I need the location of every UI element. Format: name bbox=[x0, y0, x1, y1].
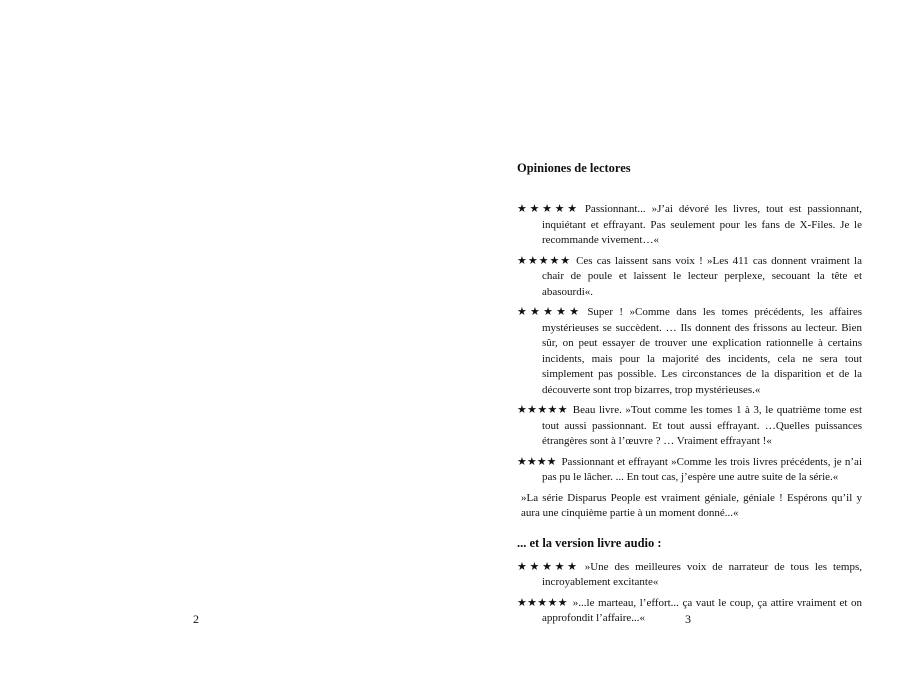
star-rating: ★★★★★ bbox=[517, 404, 568, 416]
page-number-right: 3 bbox=[685, 612, 691, 626]
review-text: Passionnant et effrayant »Comme les trois livres précédents, je n’ai pas pu le lâcher. ... En tout cas, j’espère une autre suite de la série.« bbox=[542, 455, 862, 483]
review-text: Beau livre. »Tout comme les tomes 1 à 3, le quatrième tome est tout aussi passionnant. Et tout aussi effrayant. …Quelles puissances étrangères sont à l’œuvre ? … Vraiment effrayant !« bbox=[542, 404, 862, 447]
star-rating: ★★★★★ bbox=[517, 596, 568, 609]
review-text: »La série Disparus People est vraiment géniale, géniale ! Espérons qu’il y aura une cinquième partie à un moment donné...« bbox=[521, 491, 862, 519]
review-item bbox=[517, 455, 862, 486]
reader-opinions-heading: Opiniones de lectores bbox=[517, 161, 631, 175]
audio-review-item bbox=[517, 560, 862, 591]
review-text: »...le marteau, l’effort... ça vaut le coup, ça attire vraiment et on approfondit l’affaire...« bbox=[542, 596, 862, 624]
review-text: »Une des meilleures voix de narrateur de tous les temps, incroyablement excitante« bbox=[542, 560, 862, 588]
review-item bbox=[517, 491, 862, 522]
star-rating: ★★★★★ bbox=[517, 254, 572, 267]
review-text: Passionnant... »J’ai dévoré les livres, tout est passionnant, inquiétant et effrayant. Pas seulement pour les fans de X-Files. Je le recommande vivement…« bbox=[542, 203, 863, 246]
review-item bbox=[517, 305, 862, 398]
right-page bbox=[450, 0, 900, 675]
review-item bbox=[517, 254, 862, 301]
review-text: Super ! »Comme dans les tomes précédents, les affaires mystérieuses se succèdent. … Ils donnent des frissons au lecteur. Bien sûr, on peut essayer de trouver une explication rationnelle à certains incidents, mais pour la majorité des incidents, cela ne sera tout simplement pas possible. Les circonstances de la disparition et de la découverte sont trop bizarres, trop mystérieuses.« bbox=[542, 306, 862, 396]
review-item bbox=[517, 403, 862, 450]
page-number-left: 2 bbox=[193, 612, 199, 626]
audio-version-heading: ... et la version livre audio : bbox=[517, 535, 662, 550]
star-rating: ★★★★ bbox=[517, 455, 557, 468]
star-rating: ★★★★★ bbox=[517, 203, 580, 215]
reviews-content bbox=[517, 160, 862, 632]
review-item bbox=[517, 202, 862, 249]
star-rating: ★★★★★ bbox=[517, 560, 580, 573]
review-text: Ces cas laissent sans voix ! »Les 411 cas donnent vraiment la chair de poule et laissent le lecteur perplexe, secouant la tête et abasourdi«. bbox=[542, 254, 862, 298]
star-rating: ★★★★★ bbox=[517, 306, 583, 318]
